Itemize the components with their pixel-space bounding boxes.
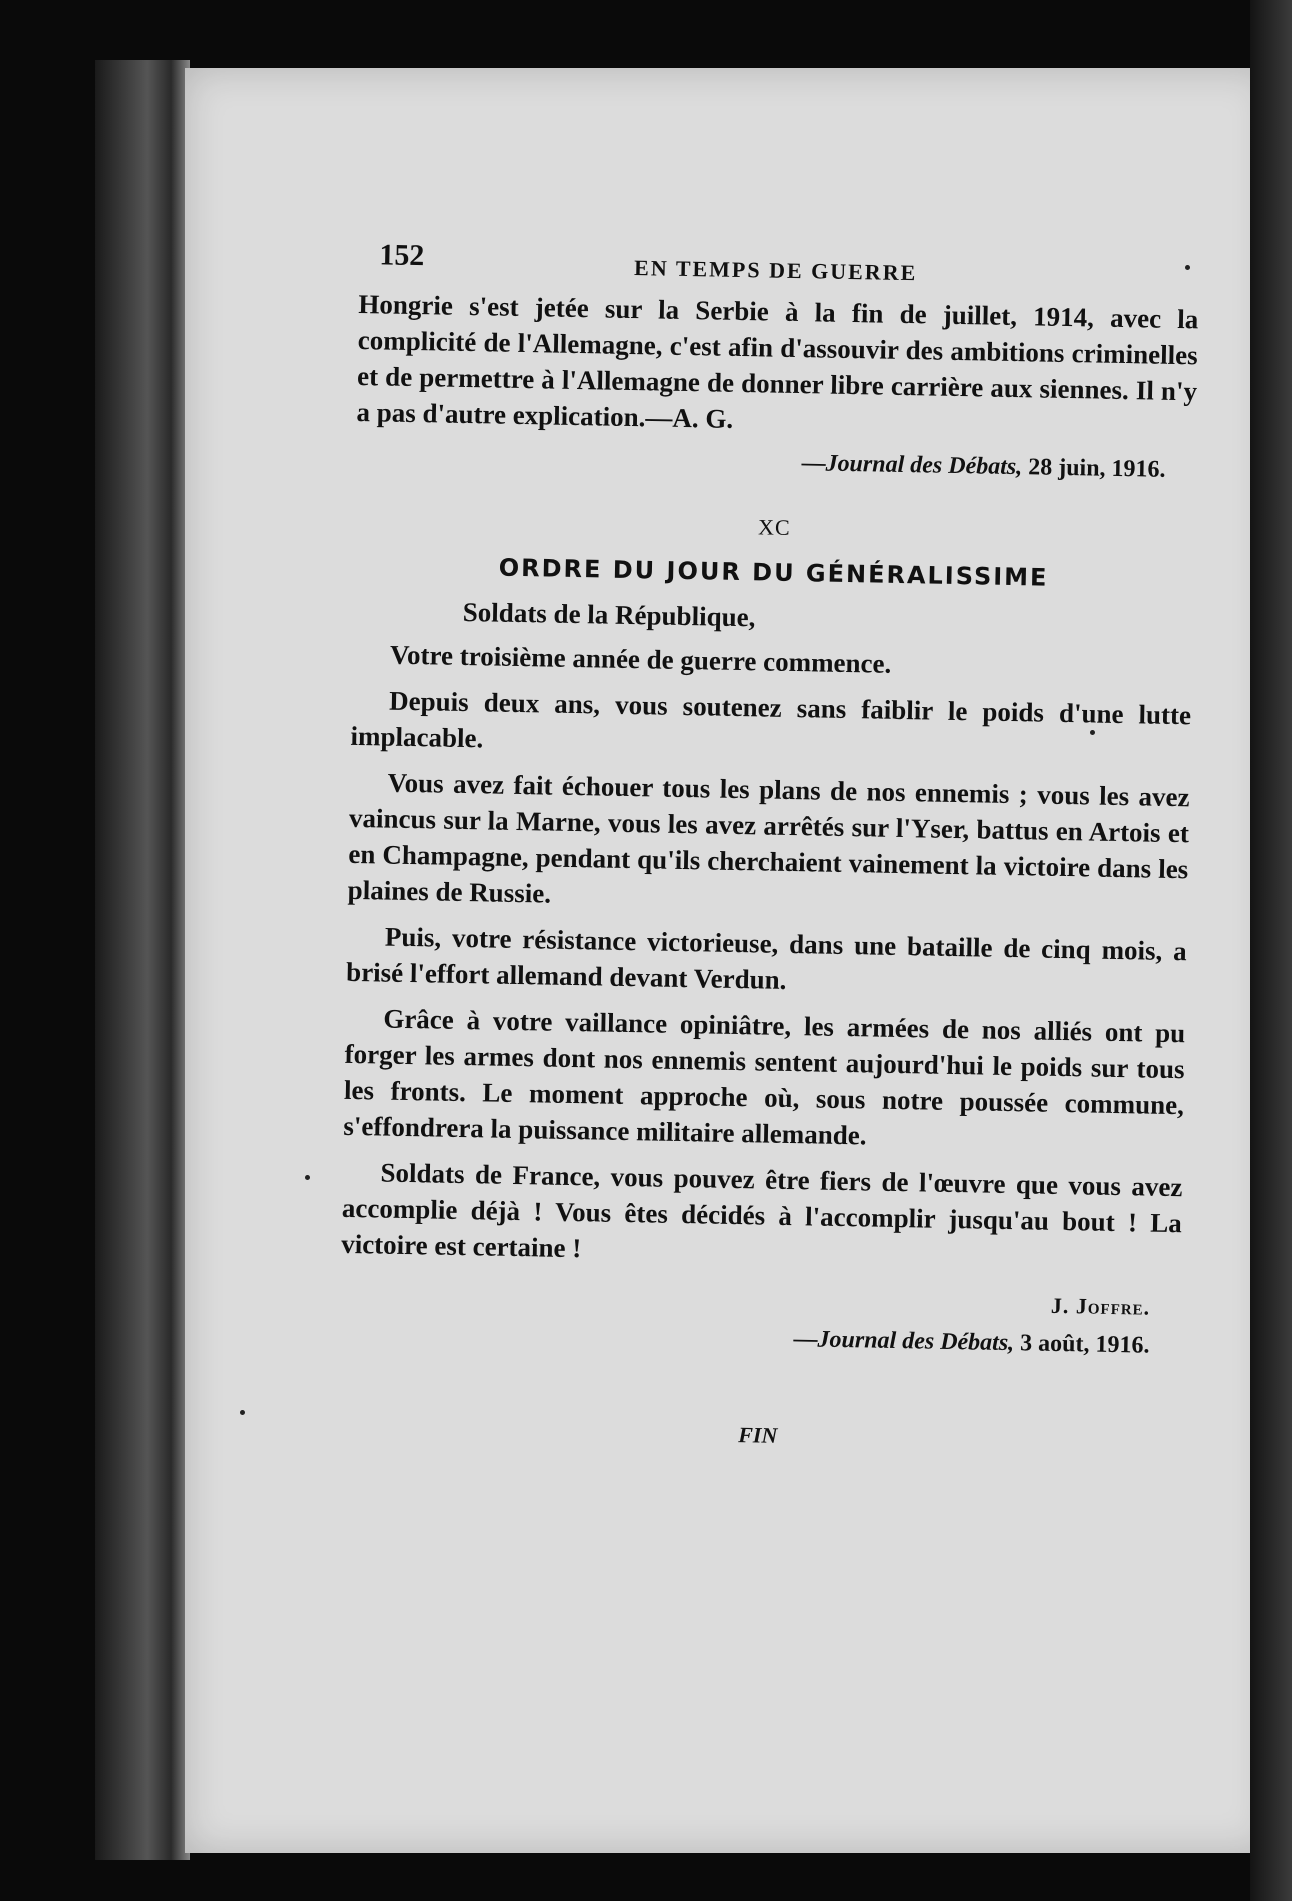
page-number: 152 (379, 238, 425, 273)
body-paragraph: Puis, votre résistance victorieuse, dans une bataille de cinq mois, a brisé l'effort allemand devant Verdun. (345, 921, 1188, 995)
continued-paragraph: Hongrie s'est jetée sur la Serbie à la fin de juillet, 1914, avec la complicité de l'Allemagne, c'est afin d'assouvir des ambitions criminelles et de permettre à l'Allemagne de donner libre carrière aux siennes. Il n'y a pas d'autre explication.—A. G. (356, 288, 1199, 434)
facing-page-edge (1250, 0, 1292, 1901)
source-citation-1: —Journal des Débats, 28 juin, 1916. (801, 450, 1166, 483)
page-text (338, 220, 1200, 1456)
section-title: ORDRE DU JOUR DU GÉNÉRALISSIME (498, 553, 1049, 592)
body-paragraph: Grâce à votre vaillance opiniâtre, les armées de nos alliés ont pu forger les armes dont nos ennemis sentent aujourd'hui le poids sur tous les fronts. Le moment approche où, sous notre poussée commune, s'effondrera la puissance militaire allemande. (343, 1003, 1186, 1151)
body-paragraph: Depuis deux ans, vous soutenez sans faiblir le poids d'une lutte implacable. (350, 685, 1192, 754)
ink-speck (305, 1175, 310, 1180)
book-spine (95, 60, 190, 1860)
body-paragraph: Votre troisième année de guerre commence. (389, 639, 892, 679)
ink-speck (240, 1410, 245, 1415)
body-paragraph: Vous avez fait échouer tous les plans de nos ennemis ; vous les avez vaincus sur la Marne, vous les avez arrêtés sur l'Yser, battus en Artois et en Champagne, pendant qu'ils cherchaient vainement la victoire dans les plaines de Russie. (347, 767, 1190, 909)
end-mark: FIN (738, 1422, 778, 1448)
signature: J. Joffre. (1050, 1292, 1151, 1320)
section-number: XC (757, 514, 791, 540)
running-title: EN TEMPS DE GUERRE (633, 255, 918, 286)
source-citation-2: —Journal des Débats, 3 août, 1916. (793, 1326, 1150, 1359)
body-paragraph: Soldats de France, vous pouvez être fiers de l'œuvre que vous avez accomplie déjà ! Vous êtes décidés à l'accomplir jusqu'au bout ! La victoire est certaine ! (340, 1157, 1183, 1264)
salutation: Soldats de la République, (462, 596, 756, 633)
